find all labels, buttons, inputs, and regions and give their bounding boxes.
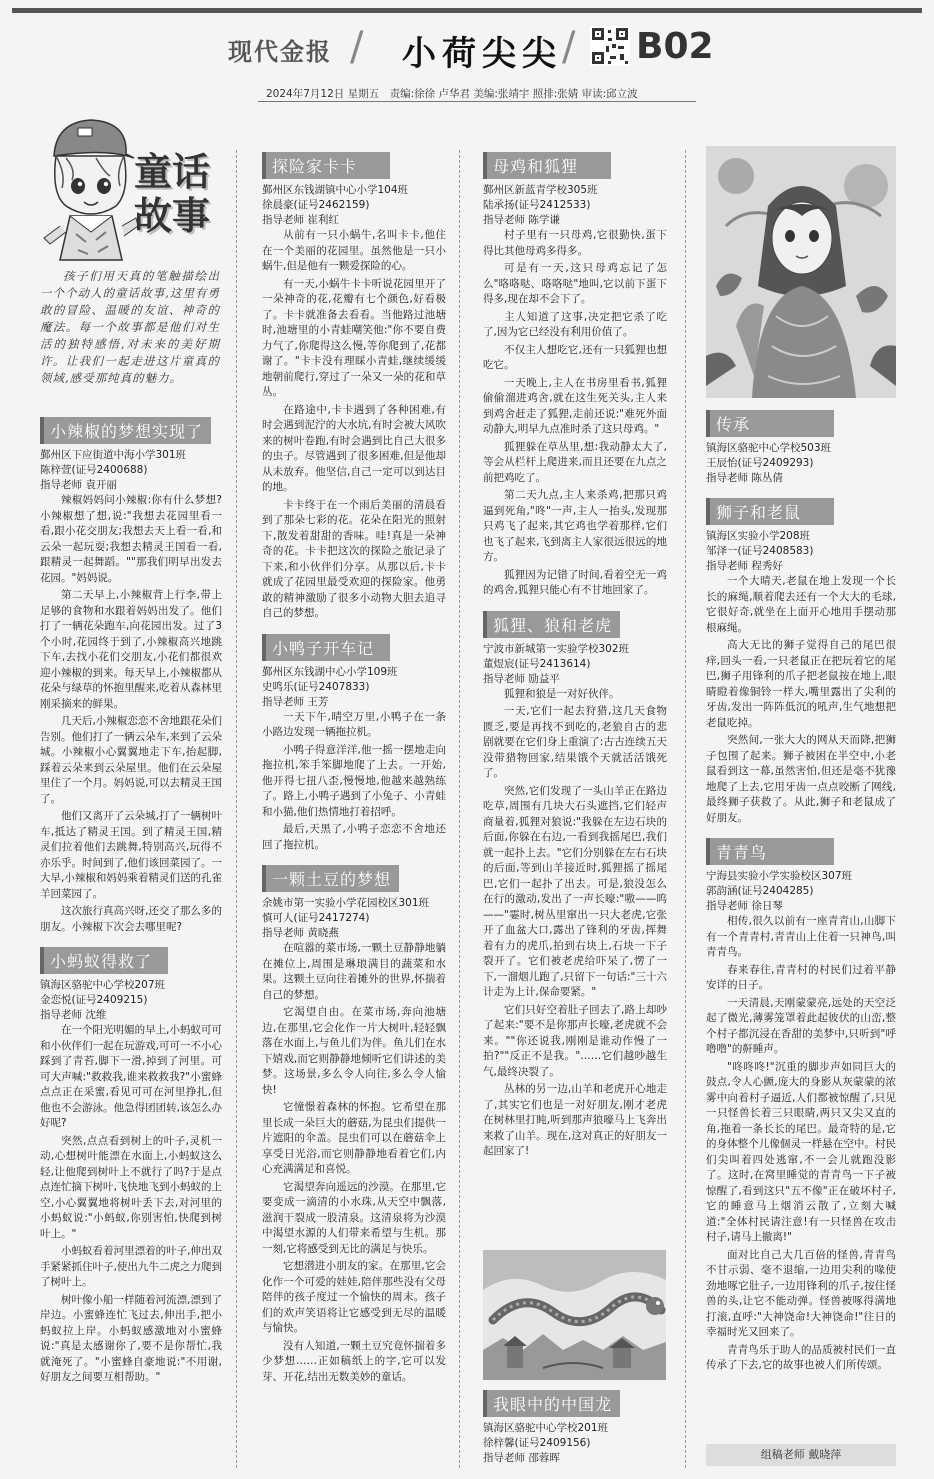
paragraph: 在喧嚣的菜市场,一颗土豆静静地躺在摊位上,周围是琳琅满目的蔬菜和水果。这颗土豆向往着摊外的世界,怀揣着自己的梦想。	[262, 942, 446, 1001]
paragraph: 相传,很久以前有一座青青山,山脚下有一个青青村,青青山上住着一只神鸟,叫青青鸟。	[706, 915, 896, 958]
story-teacher: 指导老师 黄晓燕	[262, 927, 339, 939]
paragraph: 一天下午,晴空万里,小鸭子在一条小路边发现一辆拖拉机。	[262, 710, 446, 738]
story	[262, 148, 446, 622]
story-teacher: 指导老师 程秀好	[706, 560, 783, 572]
story-author: 邹泽一(证号2408583)	[706, 545, 814, 557]
paragraph: 一天清晨,天刚蒙蒙亮,远处的天空泛起了微光,薄雾笼罩着此起彼伏的山峦,整个村子都沉浸在香甜的美梦中,只听到"呼噜噜"的鼾睡声。	[706, 996, 896, 1055]
story-title: 我眼中的中国龙	[483, 1390, 620, 1417]
cartoon-boy-illustration	[36, 114, 141, 264]
paragraph: 一个大晴天,老鼠在地上发现一个长长的麻绳,顺着爬去还有一个大大的毛球,它很好奇,就坐在上面开心地用手摆动那根麻绳。	[706, 575, 896, 634]
paragraph: 第二天早上,小辣椒背上行李,带上足够的食物和水跟着妈妈出发了。他们打了一辆花朵跑车,向花园出发。过了3个小时,花园终于到了,小辣椒高兴地跳下车,去找小花们交朋友,小花们都很欢迎小辣椒的到来。每天早上,小辣椒都从花朵与绿草的怀抱里醒来,吃着从森林里刚采摘来的鲜果。	[40, 589, 222, 710]
paragraph: 它渴望自由。在菜市场,奔向池塘边,在那里,它会化作一片大树叶,轻轻飘落在水面上,与鱼儿们为伴。鱼儿们在水下嬉戏,而它则静静地倾听它们讲述的美梦。这场景,多么令人向往,多么令人愉快!	[262, 1006, 446, 1096]
story-teacher: 指导老师 沈维	[40, 1009, 107, 1021]
story-school: 宁波市新城第一实验学校302班	[483, 642, 630, 655]
story-body	[706, 574, 896, 826]
paragraph: 主人知道了这事,决定把它杀了吃了,因为它已经没有利用价值了。	[483, 310, 667, 338]
paragraph: 可是有一天,这只母鸡忘记了怎么"咯咯哒、咯咯哒"地叫,它以前下蛋下得多,现在却不会下了。	[483, 262, 667, 305]
column-header-label: 童话故事	[134, 149, 211, 238]
story-teacher: 指导老师 徐日琴	[706, 900, 783, 912]
story	[262, 630, 446, 854]
girl-painting-illustration	[706, 146, 896, 398]
paragraph: 它憧憬着森林的怀抱。它希望在那里长成一朵巨大的蘑菇,为昆虫们提供一片遮阳的伞盖。昆虫们可以在蘑菇伞上享受日光浴,而它则静静地看着它们,内心充满满足和喜悦。	[262, 1101, 446, 1175]
story-author: 陈梓萱(证号2400688)	[40, 464, 148, 476]
story-school: 镇海区骆驼中心学校503班	[706, 442, 832, 454]
story	[706, 494, 896, 826]
divider-slash: /	[350, 24, 364, 70]
story-school: 鄞州区新蓝青学校305班	[483, 184, 598, 196]
paragraph: 突然,点点看到树上的叶子,灵机一动,心想树叶能漂在水面上,小蚂蚁这么轻,让他爬到树叶上不就行了吗?于是点点连忙摘下树叶,飞快地飞到小蚂蚁的上空,小心翼翼地将树叶丢下去,对河里的小蚂蚁说:"小蚂蚁,你别害怕,快爬到树叶上。"	[40, 1134, 222, 1240]
paragraph: 树叶像小船一样随着河流漂,漂到了岸边。小蜜蜂连忙飞过去,伸出手,把小蚂蚁拉上岸。小蚂蚁感激地对小蜜蜂说:"真是太感谢你了,要不是你帮忙,我就淹死了。"小蜜蜂自豪地说:"不用谢,好朋友之间要互相帮助。"	[40, 1293, 222, 1383]
story-title: 小蚂蚁得救了	[40, 947, 168, 974]
intro-text: 孩子们用天真的笔触描绘出一个个动人的童话故事,这里有勇敢的冒险、温暖的友谊、神奇的魔法。每一个故事都是他们对生活的独特感悟,对未来的美好期许。让我们一起走进这片童真的领域,感受那纯真的魅力。	[40, 269, 220, 385]
column-3	[483, 148, 667, 1157]
credit-rule	[258, 101, 696, 102]
page-title: 小荷尖尖	[402, 34, 562, 74]
story-school: 鄞州区东钱湖中心小学109班	[262, 665, 398, 678]
story-school: 宁海县实验小学实验校区307班	[706, 870, 853, 882]
story-author: 史鸣乐(证号2407833)	[262, 680, 370, 693]
story-school: 余姚市第一实验小学花园校区301班	[262, 897, 430, 909]
paragraph: 青青鸟乐于助人的品质被村民们一直传承了下去,它的故事也被人们所传颂。	[706, 1343, 896, 1371]
paragraph: 高大无比的狮子觉得自己的尾巴很痒,回头一看,一只老鼠正在把玩着它的尾巴,狮子用锋利的爪子把老鼠按在地上,眼睛瞪着像铜铃一样大,嘴里露出了尖利的牙齿,发出一阵阵低沉的吼声,生气地想把老鼠吃掉。	[706, 639, 896, 729]
story-title: 小鸭子开车记	[262, 634, 390, 661]
qr-code-icon	[590, 26, 630, 66]
paragraph: 它想潜进小朋友的家。在那里,它会化作一个可爱的娃娃,陪伴那些没有父母陪伴的孩子度过一个愉快的周末。孩子们的欢声笑语将让它感受到无尽的温暖与愉快。	[262, 1260, 446, 1334]
story-author: 王辰怡(证号2409293)	[706, 457, 814, 469]
story-author: 金恋悦(证号2409215)	[40, 994, 148, 1006]
story-teacher: 指导老师 邵蓉晖	[483, 1452, 560, 1464]
paragraph: 不仅主人想吃它,还有一只狐狸也想吃它。	[483, 343, 667, 371]
story	[40, 943, 222, 1386]
paragraph: 这次旅行真高兴呀,还交了那么多的朋友。小辣椒下次会去哪里呢?	[40, 905, 222, 933]
story	[40, 413, 222, 935]
story-school: 镇海区实验小学208班	[706, 530, 811, 542]
paragraph: 一天晚上,主人在书房里看书,狐狸偷偷溜进鸡舍,就在这生死关头,主人来到鸡舍赶走了狐狸,走前还说:"难死外面动静大,明早九点准时杀了这只母鸡。"	[483, 376, 667, 435]
story-author: 陆承扬(证号2412533)	[483, 199, 591, 211]
paragraph: 狐狸躲在草丛里,想:我动静太大了,等会从栏杆上爬进来,而且还要在九点之前把鸡吃了。	[483, 440, 667, 484]
credit-line: 2024年7月12日 星期五 责编:徐徐 卢华君 美编:张靖宇 照排:张婧 审读:邱立波	[266, 88, 638, 100]
paragraph: 卡卡终于在一个雨后美丽的清晨看到了那朵七彩的花。花朵在阳光的照射下,散发着甜甜的香味。哇!真是一朵神奇的花。卡卡把这次的探险之旅记录了下来,和小伙伴们分享。从那以后,卡卡就成了花园里最受欢迎的探险家。他勇敢的精神激励了很多小动物大胆去追寻自己的梦想。	[262, 498, 446, 619]
story-teacher: 指导老师 崔利红	[262, 214, 339, 226]
column-1	[40, 413, 222, 1463]
story	[483, 607, 667, 1160]
story-title: 青青鸟	[706, 838, 834, 865]
story-author: 徐晨豪(证号2462159)	[262, 199, 370, 211]
paper-name: 现代金报	[228, 37, 332, 66]
paragraph: 在路途中,卡卡遇到了各种困难,有时会遇到泥泞的大水坑,有时会被大风吹来的树叶卷跑,有时会遇到比自己大很多的虫子。尽管遇到了很多困难,但是他却从未放弃。他坚信,自己一定可以到达目的地。	[262, 403, 446, 493]
story	[483, 1386, 667, 1466]
paragraph: 小蚂蚁看着河里漂着的叶子,伸出双手紧紧抓住叶子,使出九牛二虎之力爬到了树叶上。	[40, 1245, 222, 1288]
story-title: 小辣椒的梦想实现了	[40, 417, 211, 444]
column-divider	[685, 150, 686, 1468]
story-body	[40, 493, 222, 935]
paragraph: 突然,它们发现了一头山羊正在路边吃草,周围有几块大石头遮挡,它们轻声商量着,狐狸对狼说:"我躲在左边石块的后面,你躲在右边,一看到我摇尾巴,我们就一起扑上去。"它们分别躲在左右石块的后面,等到山羊接近时,狐狸摇了摇尾巴,它们一起扑了出去。可是,狼没怎么在行的激动,发出了一声长嚎:"嗷——呜——"霎时,树丛里窜出一只大老虎,它张开了血盆大口,露出了锋利的牙齿,挥舞着有力的虎爪,拍到右块上,石块一下子裂开了。它们被老虎给吓呆了,愣了一下,一溜烟儿跑了,只留下一句话:"三十六计走为上计,保命要紧。"	[483, 784, 667, 998]
story-author: 徐梓馨(证号2409156)	[483, 1437, 591, 1449]
paragraph: 没有人知道,一颗土豆究竟怀揣着多少梦想……正如稿纸上的字,它可以发芽、开花,结出无数美妙的童话。	[262, 1339, 446, 1383]
column-divider	[459, 150, 460, 1468]
page-number: B02	[636, 26, 714, 67]
story-school: 镇海区骆驼中心学校207班	[40, 979, 166, 991]
story-title: 传承	[706, 410, 834, 437]
paragraph: 丛林的另一边,山羊和老虎开心地走了,其实它们也是一对好朋友,刚才老虎在树林里打盹,听到那声狼嚎马上飞奔出来救了山羊。现在,这对真正的好朋友一起回家了!	[483, 1083, 667, 1157]
paragraph: 几天后,小辣椒恋恋不舍地跟花朵们告别。他们打了一辆云朵车,来到了云朵城。小辣椒小心翼翼地走下车,抬起脚,踩着云朵来到云朵屋里。他们在云朵屋里住了一个月。妈妈说,可以去精灵王国了。	[40, 715, 222, 805]
paragraph: 从前有一只小蜗牛,名叫卡卡,他住在一个美丽的花园里。虽然他是一只小蜗牛,但是他有一颗爱探险的心。	[262, 229, 446, 272]
paragraph: 春来春往,青青村的村民们过着平静安详的日子。	[706, 963, 896, 991]
paragraph: 在一个阳光明媚的早上,小蚂蚁可可和小伙伴们一起在玩游戏,可可一不小心踩到了青苔,脚下一滑,掉到了河里。可可大声喊:"救救我,谁来救救我?"小蜜蜂点点正在采蜜,看见可可在河里挣扎,但他也不会游泳。他急得团团转,该怎么办好呢?	[40, 1024, 222, 1129]
story-body	[483, 687, 667, 1160]
column-3-bottom	[483, 1386, 667, 1466]
paragraph: 最后,天黑了,小鸭子恋恋不舍地还回了拖拉机。	[262, 823, 446, 851]
paragraph: 一天,它们一起去狩猎,这几天食物匮乏,要是再找不到吃的,老狼自古的悲剧就要在它们身上重演了:古古连续五天没带猎物回家,结果饿个天就活活饿死了。	[483, 705, 667, 779]
divider-slash: /	[562, 24, 576, 70]
story-author: 董煜宸(证号2413614)	[483, 657, 591, 670]
paragraph: 狐狸和狼是一对好伙伴。	[504, 687, 620, 700]
story-school: 鄞州区东钱湖镇中心小学104班	[262, 184, 409, 196]
story-author: 郭韵涵(证号2404285)	[706, 885, 814, 897]
paragraph: 小鸭子得意洋洋,他一摇一摆地走向拖拉机,笨手笨脚地爬了上去。一开始,他开得七扭八歪,慢慢地,他越来越熟练了。路上,小鸭子遇到了小兔子、小青蛙和小猫,他们热情地打着招呼。	[262, 743, 446, 818]
paragraph: 面对比自己大几百倍的怪兽,青青鸟不甘示弱、毫不退缩,一边用尖利的喙使劲地啄它肚子,一边用锋利的爪子,按住怪兽的头,让它不能动弹。怪兽被啄得满地打滚,直呼:"大神饶命!大神饶命!"往日的幸福时光又回来了。	[706, 1248, 896, 1338]
column-divider	[236, 150, 237, 1468]
story-title: 母鸡和狐狸	[483, 152, 611, 179]
story-body	[262, 228, 446, 622]
story-title: 狮子和老鼠	[706, 498, 834, 525]
story-body	[706, 914, 896, 1374]
dragon-painting-illustration	[483, 1250, 666, 1380]
story-title: 一颗土豆的梦想	[262, 865, 399, 892]
story-title: 探险家卡卡	[262, 152, 390, 179]
editor-credit: 组稿老师 戴晓萍	[706, 1444, 896, 1466]
story-author: 慎可人(证号2417274)	[262, 912, 370, 924]
paragraph: 有一天,小蜗牛卡卡听说花园里开了一朵神奇的花,花瓣有七个颜色,好看极了。卡卡就准备去看看。当他路过池塘时,池塘里的小青蛙嘲笑他:"你不要自费力气了,你爬得这么慢,等你爬到了,花都谢了。"卡卡没有理睬小青蛙,继续缓缓地朝前爬行,穿过了一朵又一朵的花和草丛。	[262, 277, 446, 398]
story	[483, 148, 667, 599]
paragraph: 狐狸因为记错了时间,看着空无一鸡的鸡舍,狐狸只能心有不甘地回家了。	[483, 568, 667, 596]
column-2	[262, 148, 446, 1458]
story	[262, 861, 446, 1385]
top-rule	[12, 8, 922, 13]
story	[706, 406, 896, 486]
paragraph: 他们又离开了云朵城,打了一辆树叶车,抵达了精灵王国。到了精灵王国,精灵们拉着他们去跳舞,特别高兴,玩得不亦乐乎。时间到了,他们该回菜园了。一大早,小辣椒和妈妈乘着精灵们送的孔雀羊回菜园了。	[40, 810, 222, 900]
story-teacher: 指导老师 励益平	[483, 672, 560, 685]
paragraph: 它们只好空着肚子回去了,路上却吵了起来:"要不是你那声长嚎,老虎就不会来。""你还说我,刚刚是谁动作慢了一拍?""反正不是我。"……它们越吵越生气,最终决裂了。	[483, 1003, 667, 1078]
story-body	[262, 710, 446, 854]
paragraph: 第二天九点,主人来杀鸡,把那只鸡逼到死角,"咚"一声,主人一抬头,发现那只鸡飞了起来,其它鸡也学着那样,它们也飞了起来,飞到离主人家很远很远的地方。	[483, 489, 667, 563]
story-body	[262, 941, 446, 1385]
paragraph: 它渴望奔向遥远的沙漠。在那里,它要变成一滴清的小水珠,从天空中飘落,滋润干裂成一股清泉。这清泉将为沙漠中渴望水源的人们带来希望与生机。那一刻,它将感受到无比的满足与快乐。	[262, 1180, 446, 1255]
story-body	[483, 228, 667, 599]
paragraph: 村子里有一只母鸡,它很勤快,蛋下得比其他母鸡多得多。	[483, 229, 667, 257]
story-teacher: 指导老师 袁开丽	[40, 479, 117, 491]
story-teacher: 指导老师 陈学谦	[483, 214, 560, 226]
paragraph: 辣椒妈妈问小辣椒:你有什么梦想?小辣椒想了想,说:"我想去花园里看一看,跟小花交朋友;我想去天上看一看,和云朵一起玩耍;我想去精灵王国看一看,跟精灵一起舞蹈。""那我们明早出发去花园。"妈妈说。	[40, 494, 222, 584]
story-teacher: 指导老师 王芳	[262, 695, 329, 708]
story-teacher: 指导老师 陈丛倩	[706, 472, 783, 484]
story-title: 狐狸、狼和老虎	[483, 611, 620, 638]
story	[706, 834, 896, 1374]
story-school: 镇海区骆驼中心学校201班	[483, 1422, 609, 1434]
paragraph: 突然间,一张大大的网从天而降,把狮子包围了起来。狮子被困在半空中,小老鼠看到这一幕,虽然害怕,但还是毫不犹豫地爬了上去,它用牙齿一点点咬断了网线,最终狮子获救了。从此,狮子和老鼠成了好朋友。	[706, 734, 896, 824]
masthead	[0, 18, 934, 78]
story-school: 鄞州区下应街道中海小学301班	[40, 449, 187, 461]
paragraph: "咚咚咚!"沉重的脚步声如同巨大的鼓点,令人心颤,庞大的身影从灰蒙蒙的浓雾中向着村子逼近,人们都被惊醒了,只见一只怪兽长着三只眼睛,两只又尖又直的角,拖着一条长长的尾巴。最奇特的是,它的身体整个儿像個灵一样悬在空中。村民们尖叫着四处逃窜,不一会儿就跑没影了。这时,在窝里睡觉的青青鸟一下子被惊醒了,看到这只"五不像"正在破坏村子,它的睡意马上烟消云散了,立刻大喊道:"全体村民请注意!有一只怪兽在攻击村子,请马上撤离!"	[706, 1060, 896, 1243]
column-4	[706, 406, 896, 1440]
story-body	[40, 1023, 222, 1386]
